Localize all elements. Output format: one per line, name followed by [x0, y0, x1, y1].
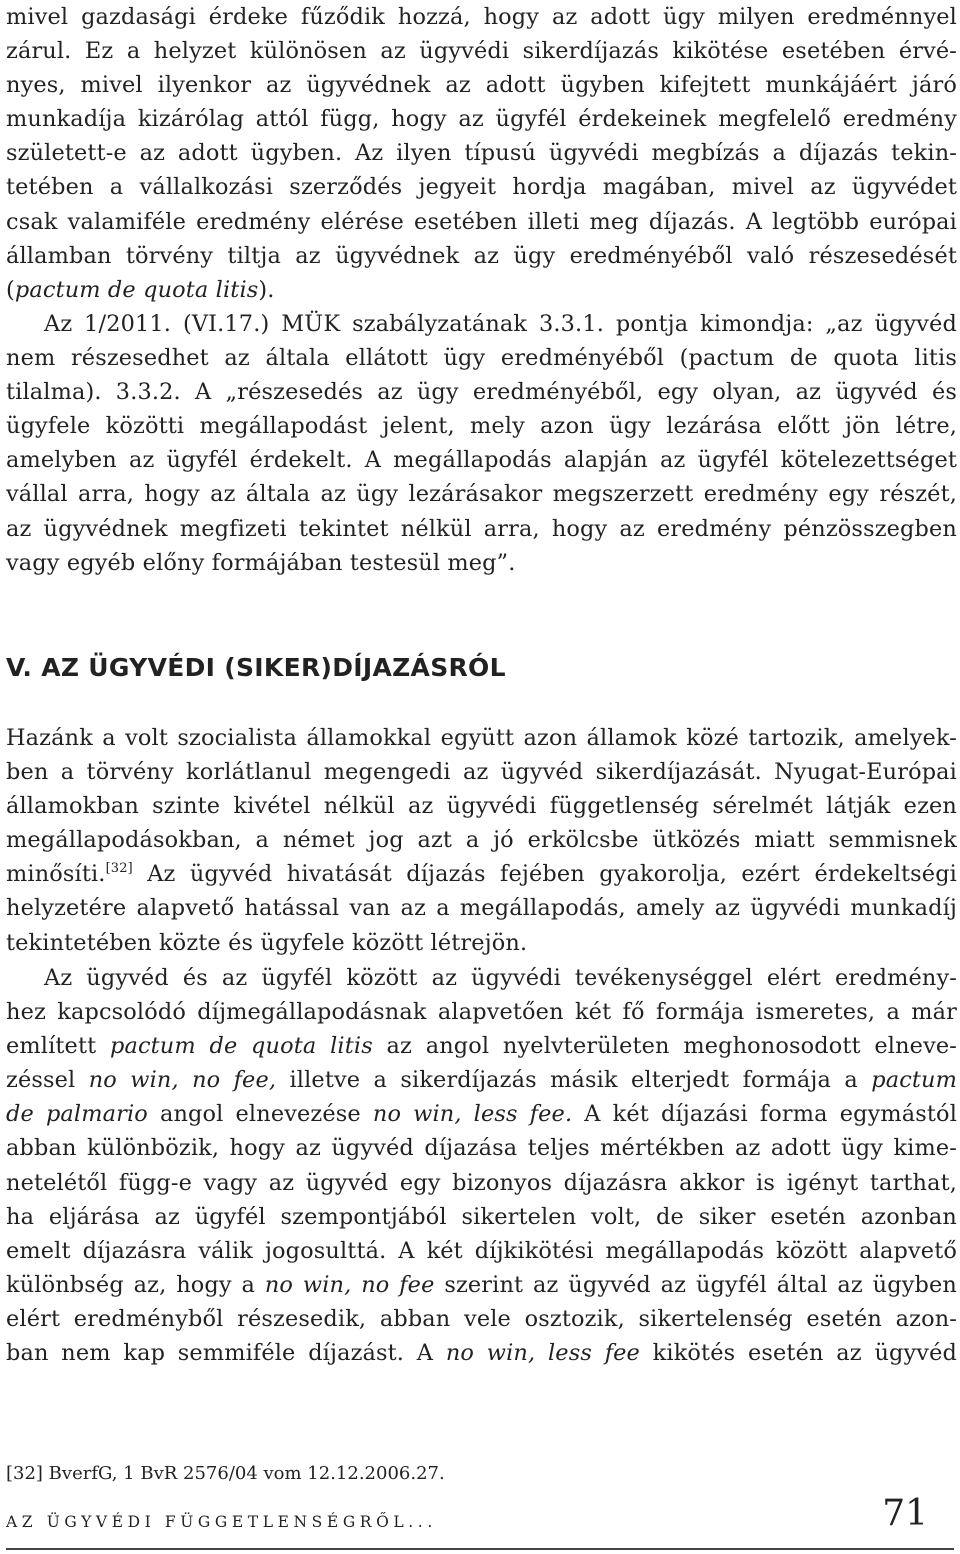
text-line: vállal arra, hogy az általa az ügy lezárásakor megszerzett eredmény egy részét, [6, 481, 957, 508]
paragraph-4 [6, 961, 957, 1370]
section-heading: V. AZ ÜGYVÉDI (SIKER)DÍJAZÁSRÓL [6, 653, 506, 682]
text-line: Az 1/2011. (VI.17.) MÜK szabályzatának 3.3.1. pontja kimondja: „az ügyvéd [44, 311, 957, 337]
text-line: született-e az adott ügyben. Az ilyen típusú ügyvédi megbízás a díjazás tekin- [6, 140, 957, 167]
text-line: mivel gazdasági érdeke fűződik hozzá, hogy az adott ügy milyen eredménnyel [6, 4, 957, 30]
text-fragment: szerint az ügyvéd az ügyfél által az ügyben [434, 1271, 957, 1298]
text-line: megállapodásokban, a német jog azt a jó erkölcsbe ütközés miatt semmisnek [6, 827, 957, 854]
footer-rule [6, 1548, 954, 1550]
text-line: elért eredményből részesedik, abban vele osztozik, sikertelenség esetén azon- [6, 1305, 957, 1332]
text-line: emelt díjazásra válik jogosulttá. A két díjkikötési megállapodás között alapvető [6, 1237, 957, 1264]
text-line: helyzetére alapvető hatással van az a megállapodás, amely az ügyvédi munkadíj [6, 895, 957, 922]
text-fragment: illetve a sikerdíjazás másik elterjedt formája a [276, 1067, 872, 1094]
text-line: abban különbözik, hogy az ügyvéd díjazása teljes mértékben az adott ügy kime- [6, 1135, 957, 1162]
italic-term: no win, no fee, [88, 1067, 277, 1094]
text-fragment: angol elnevezése [147, 1101, 373, 1128]
text-line: tetében a vállalkozási szerződés jegyeit hordja magában, mivel az ügyvédet [6, 174, 957, 201]
text-line: nyes, mivel ilyenkor az ügyvédnek az adott ügyben kifejtett munkájáért járó [6, 72, 957, 99]
text-fragment: az angol nyelvterületen meghonosodott elneve- [372, 1033, 957, 1060]
paragraph-1 [6, 0, 957, 307]
text-line: munkadíja kizárólag attól függ, hogy az ügyfél érdekeinek megfelelő eredmény [6, 106, 957, 133]
italic-term: de palmario [6, 1101, 148, 1128]
running-head: AZ ÜGYVÉDI FÜGGETLENSÉGRŐL... [6, 1513, 437, 1531]
paragraph-3 [6, 721, 957, 960]
italic-term: no win, less fee. [372, 1101, 573, 1128]
text-line: államokban szinte kivétel nélkül az ügyvédi függetlenség sérelmét látják ezen [6, 793, 957, 820]
text-fragment: ( [6, 276, 15, 303]
text-line: ügyfele közötti megállapodást jelent, mely azon ügy lezárása előtt jön létre, [6, 413, 957, 440]
text-line: ben a törvény korlátlanul megengedi az ügyvéd sikerdíjazását. Nyugat-Európai [6, 759, 957, 786]
text-line: hez kapcsolódó díjmegállapodásnak alapvetően két fő formája ismeretes, a már [6, 999, 957, 1026]
text-fragment: A két díjazási forma egymástól [572, 1101, 958, 1128]
paragraph-2 [6, 307, 957, 580]
text-line: ha eljárása az ügyfél szempontjából sikertelen volt, de siker esetén azonban [6, 1203, 957, 1230]
text-fragment: ban nem kap semmiféle díjazást. A [6, 1340, 446, 1367]
text-line [6, 1336, 957, 1370]
italic-term: pactum de quota litis [14, 276, 259, 303]
text-fragment: említett [6, 1033, 110, 1060]
text-line: Az ügyvéd és az ügyfél között az ügyvédi tevékenységgel elért eredmény- [44, 965, 957, 991]
text-fragment: kikötés esetén az ügyvéd [639, 1340, 957, 1367]
italic-term: no win, no fee [264, 1271, 435, 1298]
text-line [6, 1097, 957, 1131]
footnote-reference[interactable]: [32] [105, 861, 133, 877]
text-line [6, 1029, 957, 1063]
text-fragment: különbség az, hogy a [6, 1271, 265, 1298]
text-fragment: zéssel [6, 1067, 89, 1094]
text-line: csak valamiféle eredmény elérése esetében illeti meg díjazás. A legtöbb európai [6, 208, 957, 235]
text-line: netelétől függ-e vagy az ügyvéd egy bizonyos díjazásra akkor is igényt tarthat, [6, 1169, 957, 1196]
text-line: amelyben az ügyfél érdekelt. A megállapodás alapján az ügyfél kötelezettséget [6, 447, 957, 474]
text-line: vagy egyéb előny formájában testesül meg”. [6, 549, 516, 576]
text-line: Hazánk a volt szocialista államokkal együtt azon államok közé tartozik, amelyek- [6, 725, 957, 751]
footnote: [32] BverfG, 1 BvR 2576/04 vom 12.12.2006.27. [6, 1463, 445, 1484]
text-line: tilalma). 3.3.2. A „részesedés az ügy eredményéből, egy olyan, az ügyvéd és [6, 379, 957, 406]
text-fragment: minősíti. [6, 861, 106, 888]
text-fragment: ). [258, 276, 275, 303]
text-line [6, 1063, 957, 1097]
text-line [6, 273, 957, 307]
italic-term: no win, less fee [445, 1340, 640, 1367]
italic-term: pactum [871, 1067, 957, 1094]
text-line: zárul. Ez a helyzet különösen az ügyvédi sikerdíjazás kikötése esetében érvé- [6, 38, 957, 65]
text-fragment: Az ügyvéd hivatását díjazás fejében gyakorolja, ezért érdekeltségi [132, 861, 957, 888]
text-line [6, 1268, 957, 1302]
text-line: tekintetében közte és ügyfele között létrejön. [6, 929, 528, 956]
page-number: 71 [882, 1493, 928, 1534]
text-line: az ügyvédnek megfizeti tekintet nélkül arra, hogy az eredmény pénzösszegben [6, 515, 957, 542]
italic-term: pactum de quota litis [109, 1033, 373, 1060]
text-line: nem részesedhet az általa ellátott ügy eredményéből (pactum de quota litis [6, 345, 957, 372]
text-line [6, 857, 957, 891]
text-line: államban törvény tiltja az ügyvédnek az ügy eredményéből való részesedését [6, 242, 957, 269]
